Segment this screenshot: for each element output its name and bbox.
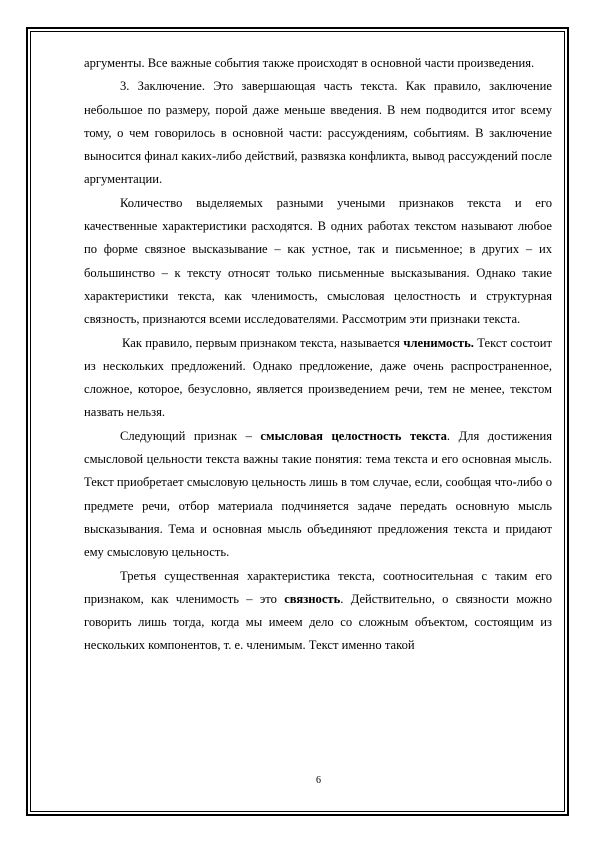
term-semantic-integrity: смысловая целостность текста — [260, 428, 447, 443]
page-number: 6 — [316, 775, 321, 786]
term-coherence: связность — [284, 591, 341, 606]
paragraph-conclusion: 3. Заключение. Это завершающая часть текста. Как правило, заключение небольшое по размеру, порой даже меньше введения. В нем подводится итог всему тому, о чем говорилось в основной части: рассуждениям, событиям. В заключение выносится финал каких-либо действий, развязка конфликта, вывод рассуждений после аргументации. — [84, 79, 552, 187]
paragraph-text-features: Количество выделяемых разными учеными признаков текста и его качественные характеристики расходятся. В одних работах текстом называют любое по форме связное высказывание – как устное, так и письменное; в других – их большинство – к тексту относят только письменные высказывания. Однако такие характеристики текста, как членимость, смысловая целостность и структурная связность, признаются всеми исследователями. Рассмотрим эти признаки текста. — [84, 195, 552, 327]
paragraph-text: Третья существенная характеристика текста, соотносительная с таким его признаком, как членимость – это — [84, 568, 552, 606]
paragraph-text: . Для достижения смысловой цельности текста важны такие понятия: тема текста и его основная мысль. Текст приобретает смысловую цельность лишь в том случае, если, сообщая что-либо о предмете речи, отбор материала подчиняется задаче передать основную мысль высказывания. Тема и основная мысль объединяют предложения текста и придают ему смысловую цельность. — [84, 428, 552, 560]
paragraph-text: . Действительно, о связности можно говорить лишь тогда, когда мы имеем дело со сложным объектом, состоящим из нескольких компонентов, т. е. членимым. Текст именно такой — [84, 591, 552, 653]
paragraph-continuation: аргументы. Все важные события также происходят в основной части произведения. — [84, 56, 535, 70]
paragraph-text: Следующий признак – — [120, 428, 261, 443]
paragraph-coherence — [84, 565, 552, 658]
document-body — [84, 52, 552, 658]
paragraph-segmentation — [84, 332, 552, 425]
paragraph-text: Как правило, первым признаком текста, называется — [122, 335, 404, 350]
paragraph-semantic-integrity — [84, 425, 552, 565]
paragraph-text: Текст состоит из нескольких предложений. Однако предложение, даже очень распространенное, сложное, которое, безусловно, является произведением речи, тем не менее, текстом назвать нельзя. — [84, 335, 552, 420]
term-segmentation: членимость. — [403, 335, 474, 350]
